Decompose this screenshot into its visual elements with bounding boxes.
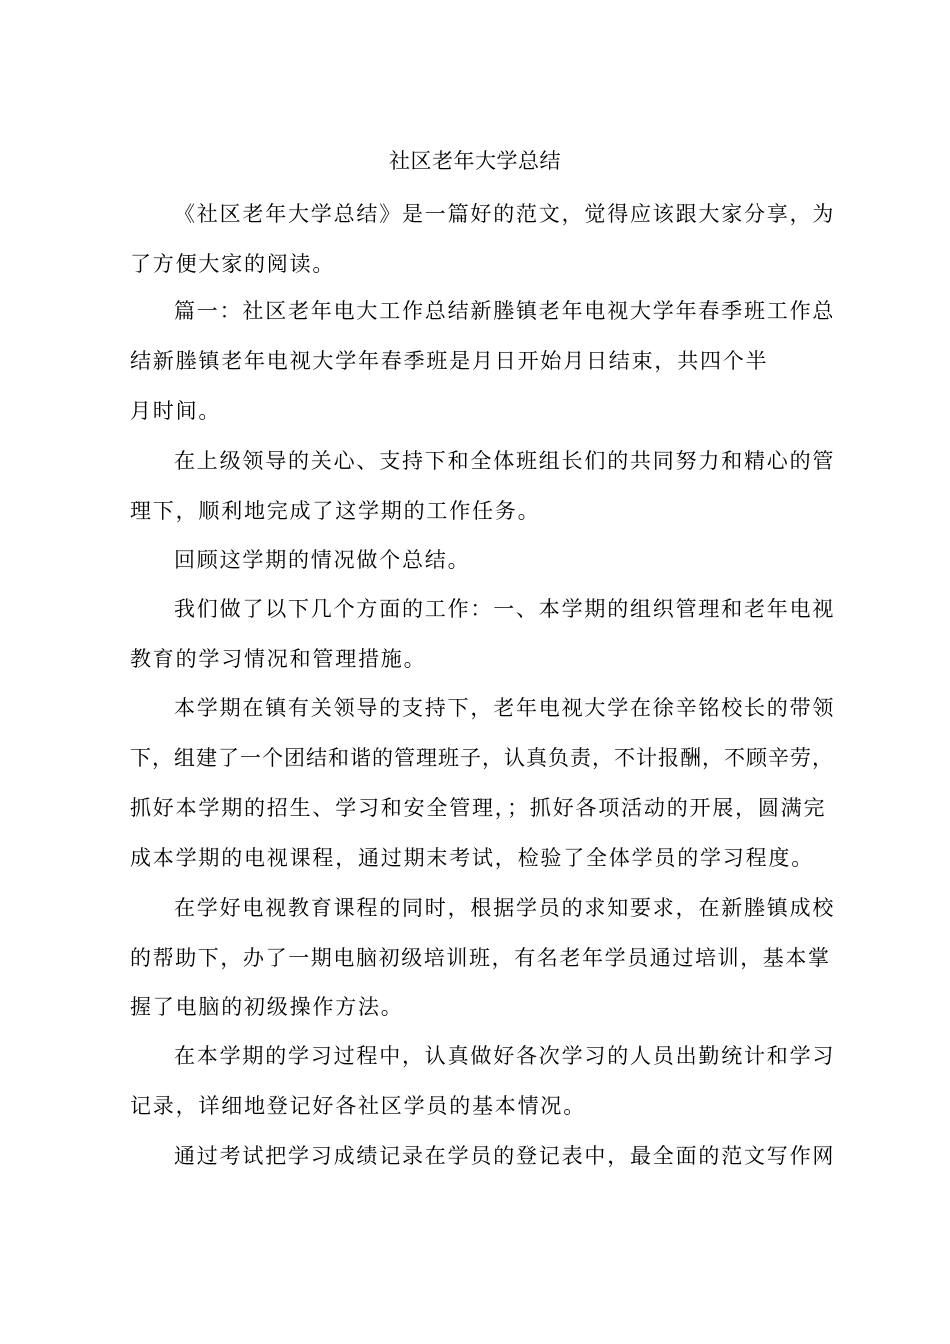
paragraph-line: 回顾这学期的情况做个总结。 (174, 548, 471, 572)
paragraph-line: 结新塍镇老年电视大学年春季班是月日开始月日结束，共四个半 (130, 349, 769, 373)
paragraph-line: 握了电脑的初级操作方法。 (130, 995, 404, 1019)
paragraph-line: 在学好电视教育课程的同时，根据学员的求知要求，在新塍镇成校 (174, 896, 836, 920)
paragraph-line: 我们做了以下几个方面的工作：一、本学期的组织管理和老年电视 (174, 597, 836, 621)
paragraph-line: 理下，顺利地完成了这学期的工作任务。 (130, 499, 541, 523)
paragraph-line: 记录，详细地登记好各社区学员的基本情况。 (130, 1094, 586, 1118)
paragraph-line: 抓好本学期的招生、学习和安全管理，；抓好各项活动的开展，圆满完 (130, 796, 827, 820)
paragraph-line: 下，组建了一个团结和谐的管理班子，认真负责，不计报酬，不顾辛劳， (130, 746, 834, 770)
paragraph-line: 教育的学习情况和管理措施。 (130, 647, 427, 671)
paragraph-line: 月时间。 (130, 399, 222, 423)
paragraph-line: 篇一：社区老年电大工作总结新塍镇老年电视大学年春季班工作总 (174, 299, 836, 323)
paragraph-line: 本学期在镇有关领导的支持下，老年电视大学在徐辛铭校长的带领 (174, 696, 836, 720)
paragraph-line: 在本学期的学习过程中，认真做好各次学习的人员出勤统计和学习 (174, 1044, 836, 1068)
paragraph-line: 《社区老年大学总结》是一篇好的范文，觉得应该跟大家分享，为 (174, 202, 836, 226)
paragraph-line: 通过考试把学习成绩记录在学员的登记表中，最全面的范文写作网 (174, 1144, 836, 1168)
paragraph-line: 了方便大家的阅读。 (130, 252, 336, 276)
paragraph-line: 的帮助下，办了一期电脑初级培训班，有名老年学员通过培训，基本掌 (130, 946, 831, 970)
document-title: 社区老年大学总结 (389, 149, 561, 173)
paragraph-line: 成本学期的电视课程，通过期末考试，检验了全体学员的学习程度。 (130, 846, 814, 870)
paragraph-line: 在上级领导的关心、支持下和全体班组长们的共同努力和精心的管 (174, 449, 836, 473)
